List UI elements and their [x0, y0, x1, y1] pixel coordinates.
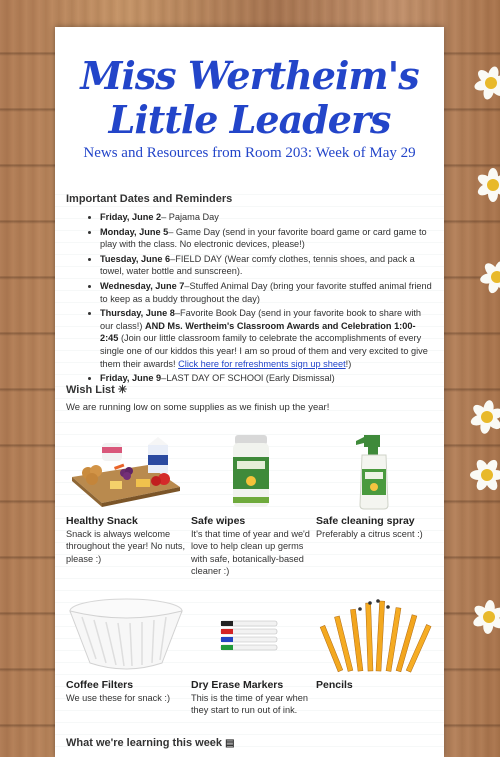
awards-text: (Join our little classroom family to celebrate the accomplishments of every single one of our kiddos this year! I am so proud of them and very excited to give them their awards!: [100, 333, 428, 369]
markers-image: [191, 593, 311, 679]
header-banner: [55, 27, 444, 193]
item-name: Healthy Snack: [66, 515, 138, 527]
date-label: Tuesday, June 6: [100, 253, 171, 264]
wish-list-intro: We are running low on some supplies as we finish up the year!: [66, 402, 330, 413]
wish-item-coffee-filters: [66, 593, 186, 704]
awards-title: AND Ms. Wertheim's Classroom Awards and Celebration 1:00-2:45: [100, 320, 416, 344]
newsletter-card: [55, 27, 444, 757]
date-text: –Stuffed Animal Day (bring your favorite stuffed animal friend to keep as a buddy throughout the day): [100, 280, 432, 304]
sparkle-icon: ✳: [117, 384, 128, 396]
item-name: Safe cleaning spray: [316, 515, 415, 527]
section-heading: [66, 383, 433, 396]
daisy-flower-decoration: [480, 260, 500, 294]
item-name: Safe wipes: [191, 515, 246, 527]
list-item: [100, 280, 433, 305]
wish-list-heading: Wish List: [66, 384, 115, 396]
date-label: Friday, June 9: [100, 373, 162, 384]
list-item: [100, 307, 433, 370]
date-text: – Game Day (send in your favorite board game or card game to play with the class. No electronic devices, please!): [100, 226, 427, 250]
date-label: Monday, June 5: [100, 226, 169, 237]
list-item: [100, 253, 433, 278]
wish-item-safe-wipes: [191, 429, 311, 578]
date-text: –FIELD DAY (Wear comfy clothes, tennis shoes, and pack a towel, water bottle and sunscreen).: [100, 253, 415, 277]
daisy-flower-decoration: [476, 168, 500, 202]
page-title-line1: Miss Wertheim's: [80, 53, 419, 98]
item-description: This is the time of year when they start to run out of ink.: [191, 692, 308, 716]
daisy-flower-decoration: [472, 600, 500, 634]
page-subtitle: News and Resources from Room 203: Week of May 29: [83, 145, 416, 161]
coffee-filters-image: [66, 593, 186, 679]
section-heading: Important Dates and Reminders: [66, 193, 233, 205]
dates-list: [66, 211, 433, 385]
important-dates-section: [66, 193, 433, 387]
pencils-image: [316, 593, 436, 679]
item-description: Snack is always welcome throughout the year! No nuts, please :): [66, 528, 186, 564]
learning-heading: What we're learning this week: [66, 737, 223, 749]
daisy-flower-decoration: [470, 458, 500, 492]
item-name: Pencils: [316, 679, 353, 691]
refreshments-signup-link[interactable]: Click here for refreshments sign up sheet: [178, 358, 346, 369]
wish-item-dry-erase-markers: [191, 593, 311, 717]
date-label: Friday, June 2: [100, 212, 162, 222]
daisy-flower-decoration: [474, 66, 500, 100]
learning-section: [66, 737, 433, 749]
page-title-line2: Little Leaders: [108, 97, 391, 142]
section-heading: [66, 737, 433, 749]
snack-board-image: [66, 429, 186, 515]
date-label: Wednesday, June 7: [100, 280, 185, 291]
wish-item-pencils: [316, 593, 436, 692]
date-text: –Favorite Book Day (send in your favorite book to share with our class!): [100, 308, 422, 331]
date-label: Thursday, June 8: [100, 308, 175, 319]
wish-item-safe-cleaning-spray: [316, 429, 436, 540]
list-item: [100, 211, 433, 224]
date-text: – Pajama Day: [161, 212, 219, 222]
item-name: Dry Erase Markers: [191, 679, 284, 691]
item-description: It's that time of year and we'd love to help clean up germs with safe, botanically-based cleaner :): [191, 528, 310, 577]
book-icon: ▤: [225, 738, 235, 749]
list-item: [100, 226, 433, 251]
daisy-flower-decoration: [470, 400, 500, 434]
wish-item-healthy-snack: [66, 429, 186, 565]
awards-text-end: !): [345, 358, 352, 369]
wipes-canister-image: [191, 429, 311, 515]
item-name: Coffee Filters: [66, 679, 134, 691]
wish-list-section: [66, 383, 433, 413]
spray-bottle-image: [316, 429, 436, 515]
date-text: –LAST DAY OF SCHOOl (Early Dismissal): [161, 373, 335, 384]
item-description: We use these for snack :): [66, 692, 171, 703]
item-description: Preferably a citrus scent :): [316, 528, 423, 539]
